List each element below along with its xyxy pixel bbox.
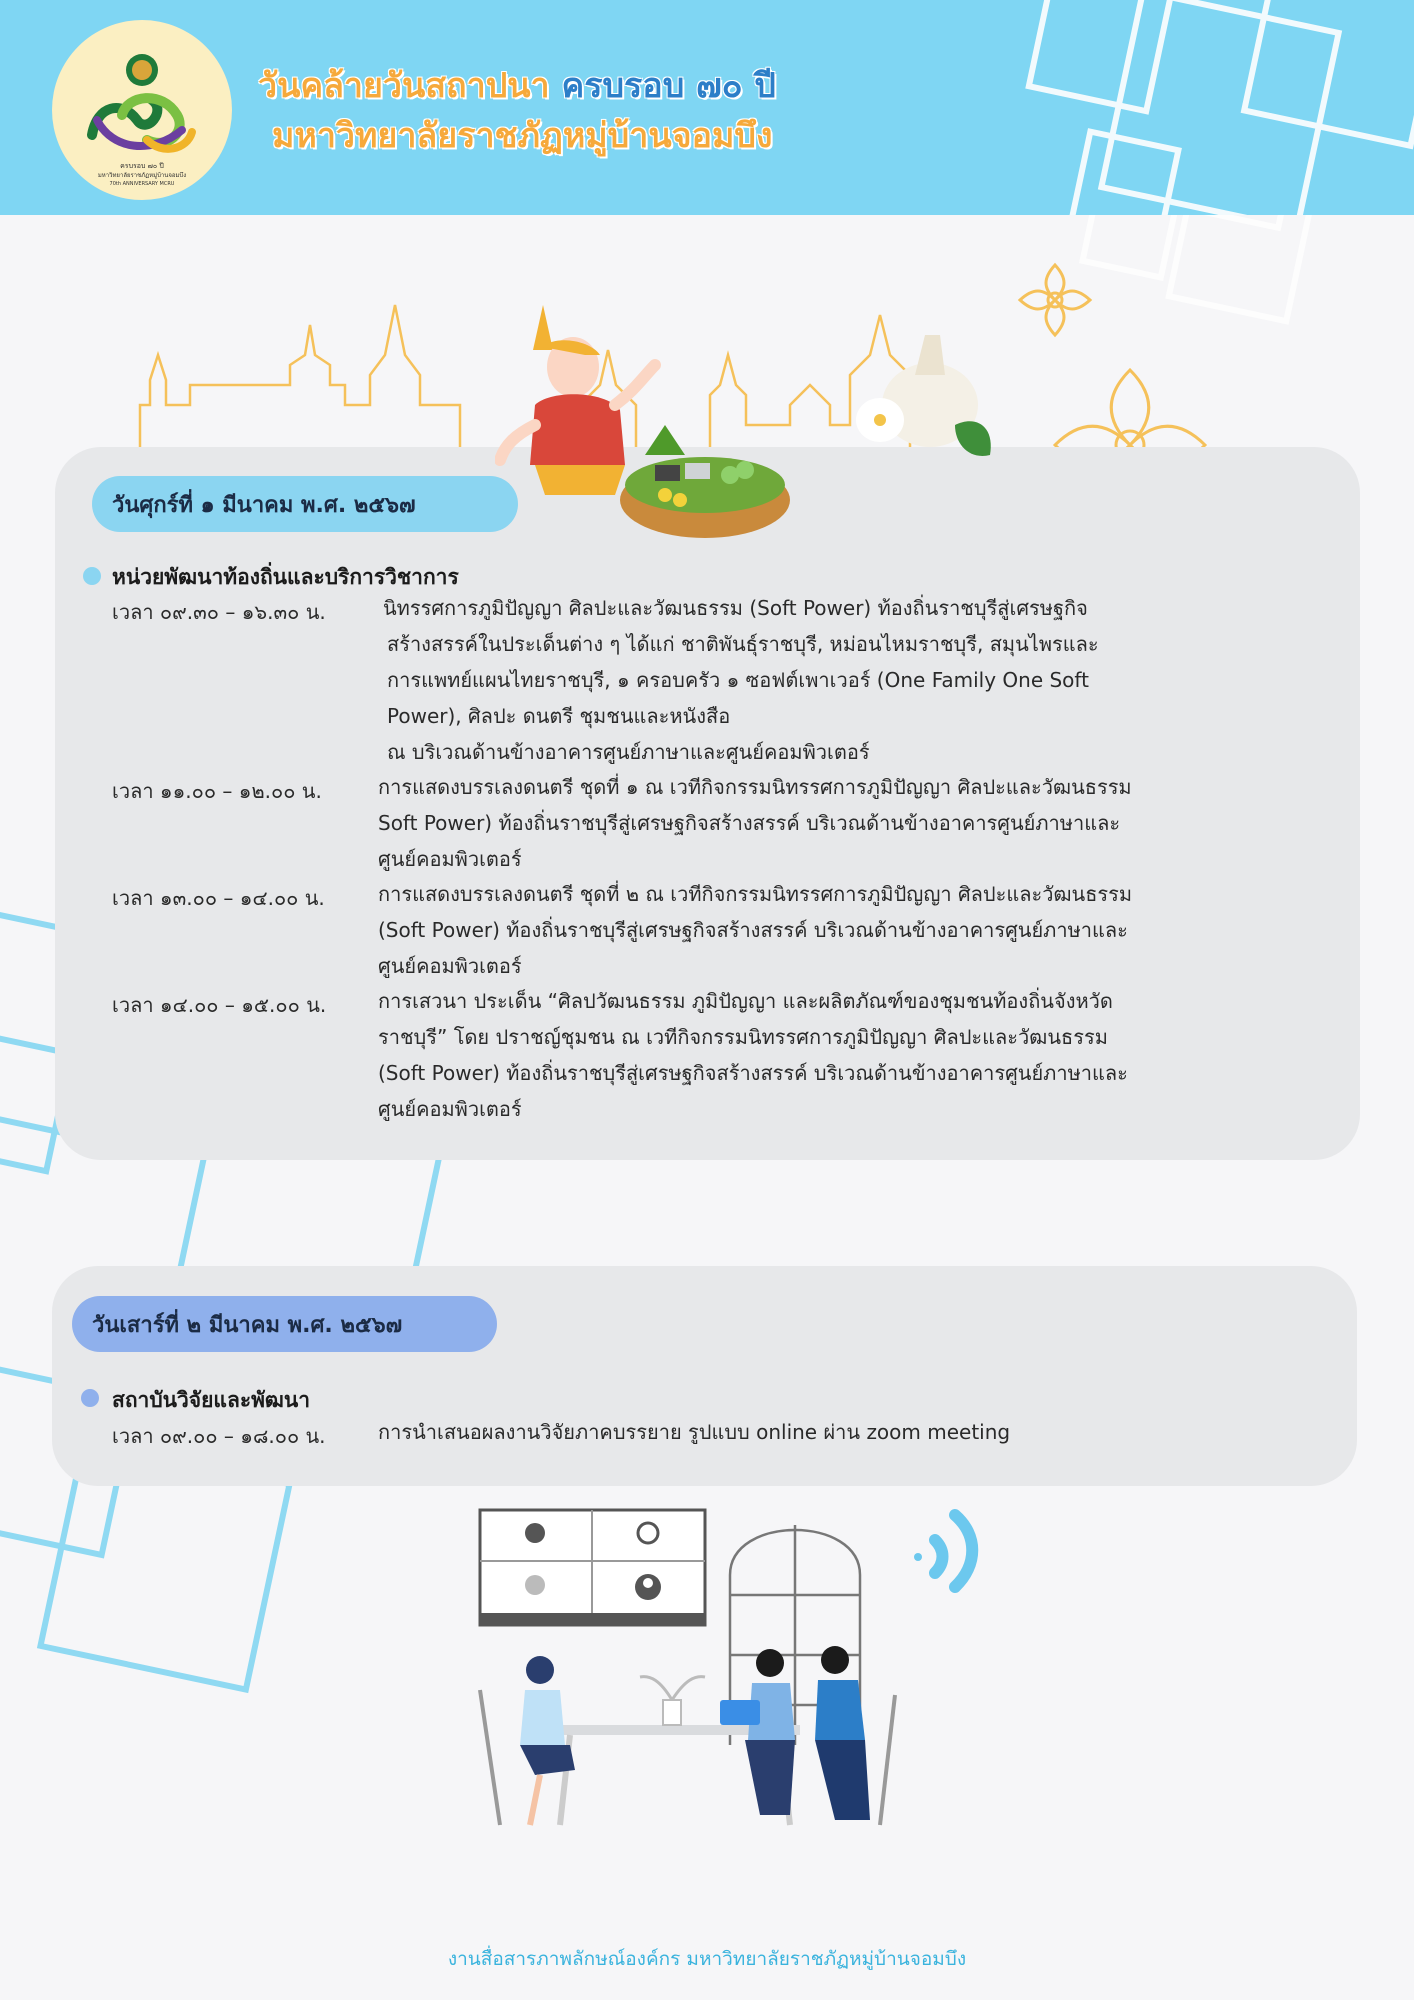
day2-bullet-dot	[81, 1389, 99, 1407]
day1-event4-line3: (Soft Power) ท้องถิ่นราชบุรีสู่เศรษฐกิจสร้างสรรค์ บริเวณด้านข้างอาคารศูนย์ภาษาและ	[378, 1061, 1128, 1085]
day1-event2-time: เวลา ๑๑.๐๐ – ๑๒.๐๐ น.	[112, 779, 322, 803]
day1-event1-line1: นิทรรศการภูมิปัญญา ศิลปะและวัฒนธรรม (Soft Power) ท้องถิ่นราชบุรีสู่เศรษฐกิจ	[383, 596, 1088, 620]
person-right-icon	[720, 1646, 895, 1825]
logo-caption-2: มหาวิทยาลัยราชภัฏหมู่บ้านจอมบึง	[97, 172, 187, 179]
day2-event1-time: เวลา ๐๙.๐๐ – ๑๘.๐๐ น.	[112, 1424, 326, 1448]
day2-unit-heading: สถาบันวิจัยและพัฒนา	[112, 1388, 311, 1412]
logo-caption-1: ครบรอบ ๗๐ ปี	[120, 162, 164, 170]
video-call-screen-icon	[480, 1510, 705, 1625]
day1-event1-line5: ณ บริเวณด้านข้างอาคารศูนย์ภาษาและศูนย์คอมพิวเตอร์	[387, 740, 870, 764]
day1-unit-heading: หน่วยพัฒนาท้องถิ่นและบริการวิชาการ	[112, 565, 459, 589]
header-title-part1: วันคล้ายวันสถาปนา	[258, 66, 562, 106]
footer-credit: งานสื่อสารภาพลักษณ์องค์กร มหาวิทยาลัยราชภัฏหมู่บ้านจอมบึง	[447, 1948, 967, 1970]
logo-emblem-icon	[52, 20, 232, 200]
day2-event1-description: การนำเสนอผลงานวิจัยภาคบรรยาย รูปแบบ online ผ่าน zoom meeting	[378, 1420, 1011, 1444]
header-title-accent: ครบรอบ ๗๐ ปี	[561, 66, 776, 106]
day1-event1-line3: การแพทย์แผนไทยราชบุรี, ๑ ครอบครัว ๑ ซอฟต์เพาเวอร์ (One Family One Soft	[387, 668, 1089, 692]
logo-caption-3: 70th ANNIVERSARY MCRU	[109, 181, 175, 187]
day1-bullet-dot	[83, 567, 101, 585]
online-meeting-illustration	[440, 1495, 1020, 1845]
header-title-line1	[258, 58, 776, 112]
day1-event2-line1: การแสดงบรรเลงดนตรี ชุดที่ ๑ ณ เวทีกิจกรรมนิทรรศการภูมิปัญญา ศิลปะและวัฒนธรรม	[378, 775, 1132, 799]
day1-event2-description	[378, 769, 1318, 877]
day1-event4-line2: ราชบุรี” โดย ปราชญ์ชุมชน ณ เวทีกิจกรรมนิทรรศการภูมิปัญญา ศิลปะและวัฒนธรรม	[378, 1025, 1108, 1049]
plant-icon	[640, 1677, 705, 1725]
day1-date-pill: วันศุกร์ที่ ๑ มีนาคม พ.ศ. ๒๕๖๗	[92, 476, 518, 532]
day1-event1-line4: Power), ศิลปะ ดนตรี ชุมชนและหนังสือ	[387, 704, 731, 728]
day1-event1-line2: สร้างสรรค์ในประเด็นต่าง ๆ ได้แก่ ชาติพันธุ์ราชบุรี, หม่อนไหมราชบุรี, สมุนไพรและ	[387, 632, 1099, 656]
day1-event3-description	[378, 876, 1318, 984]
day1-event1-time: เวลา ๐๙.๓๐ – ๑๖.๓๐ น.	[112, 600, 326, 624]
day1-event4-line4: ศูนย์คอมพิวเตอร์	[378, 1097, 522, 1121]
day1-event2-line3: ศูนย์คอมพิวเตอร์	[378, 847, 522, 871]
food-basket-icon	[620, 425, 790, 538]
day1-event3-time: เวลา ๑๓.๐๐ – ๑๔.๐๐ น.	[112, 886, 325, 910]
wifi-icon	[914, 1515, 972, 1587]
thai-dancer-icon	[500, 305, 655, 495]
herbal-compress-icon	[856, 335, 991, 456]
day1-event4-time: เวลา ๑๔.๐๐ – ๑๕.๐๐ น.	[112, 993, 327, 1017]
day2-date-pill: วันเสาร์ที่ ๒ มีนาคม พ.ศ. ๒๕๖๗	[72, 1296, 497, 1352]
day1-event4-description	[378, 983, 1318, 1127]
day1-event3-line1: การแสดงบรรเลงดนตรี ชุดที่ ๒ ณ เวทีกิจกรรมนิทรรศการภูมิปัญญา ศิลปะและวัฒนธรรม	[378, 882, 1133, 906]
day1-event3-line3: ศูนย์คอมพิวเตอร์	[378, 954, 522, 978]
university-logo	[52, 20, 232, 200]
day1-event4-line1: การเสวนา ประเด็น “ศิลปวัฒนธรรม ภูมิปัญญา และผลิตภัณฑ์ของชุมชนท้องถิ่นจังหวัด	[378, 989, 1113, 1013]
thai-culture-illustration	[495, 295, 995, 565]
header-title-line2: มหาวิทยาลัยราชภัฏหมู่บ้านจอมบึง	[272, 116, 773, 156]
day1-event2-line2: Soft Power) ท้องถิ่นราชบุรีสู่เศรษฐกิจสร้างสรรค์ บริเวณด้านข้างอาคารศูนย์ภาษาและ	[378, 811, 1121, 835]
day1-event3-line2: (Soft Power) ท้องถิ่นราชบุรีสู่เศรษฐกิจสร้างสรรค์ บริเวณด้านข้างอาคารศูนย์ภาษาและ	[378, 918, 1128, 942]
day1-event1-description	[383, 590, 1323, 770]
